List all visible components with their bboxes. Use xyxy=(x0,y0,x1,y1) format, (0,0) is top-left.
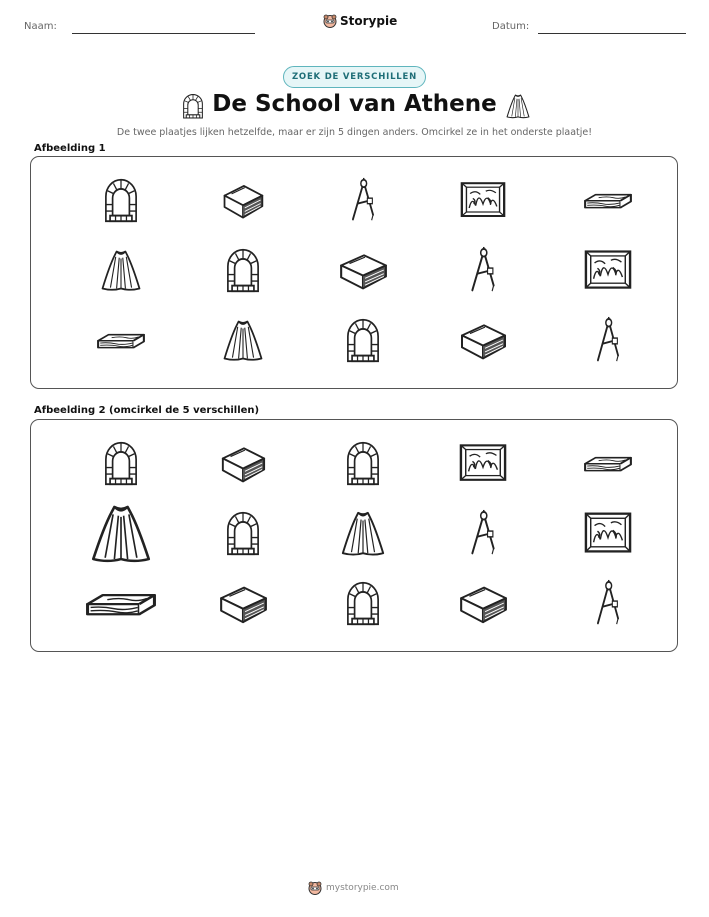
arch-icon[interactable] xyxy=(222,247,264,293)
picture1-panel xyxy=(30,156,678,389)
book-icon[interactable] xyxy=(458,317,508,363)
book-icon[interactable] xyxy=(219,440,267,486)
arch-icon[interactable] xyxy=(100,177,142,223)
arch-icon[interactable] xyxy=(342,440,384,486)
tablet-icon[interactable] xyxy=(582,444,634,482)
arch-icon[interactable] xyxy=(342,580,384,626)
arch-icon[interactable] xyxy=(222,510,264,556)
picture2-label: Afbeelding 2 (omcirkel de 5 verschillen) xyxy=(34,405,260,416)
painting-icon[interactable] xyxy=(460,180,506,220)
book-icon[interactable] xyxy=(217,579,269,627)
footer xyxy=(308,881,399,895)
name-line xyxy=(72,33,255,34)
picture2-panel xyxy=(30,419,678,652)
compass-icon[interactable] xyxy=(590,579,626,627)
date-label: Datum: xyxy=(492,21,530,32)
tablet-icon[interactable] xyxy=(582,181,634,219)
compass-icon[interactable] xyxy=(464,509,502,557)
compass-icon[interactable] xyxy=(464,246,502,294)
cape-icon xyxy=(505,92,531,120)
painting-icon[interactable] xyxy=(459,442,507,484)
arch-icon[interactable] xyxy=(342,317,384,363)
painting-icon[interactable] xyxy=(584,248,632,292)
arch-icon[interactable] xyxy=(100,440,142,486)
cape-icon[interactable] xyxy=(221,318,265,362)
compass-icon[interactable] xyxy=(345,177,381,223)
brand-logo xyxy=(323,14,397,28)
date-line xyxy=(538,33,686,34)
page-title: De School van Athene xyxy=(212,91,497,117)
picture1-label: Afbeelding 1 xyxy=(34,143,106,154)
cape-icon[interactable] xyxy=(88,502,154,564)
storypie-mascot-icon xyxy=(323,14,337,28)
cape-icon[interactable] xyxy=(99,248,143,292)
painting-icon[interactable] xyxy=(584,510,632,556)
activity-badge: ZOEK DE VERSCHILLEN xyxy=(283,66,426,88)
storypie-mascot-icon xyxy=(308,881,322,895)
cape-icon[interactable] xyxy=(339,509,387,557)
instructions: De twee plaatjes lijken hetzelfde, maar er zijn 5 dingen anders. Omcirkel ze in het onderste plaatje! xyxy=(116,127,593,138)
book-icon[interactable] xyxy=(337,247,389,293)
brand-name: Storypie xyxy=(340,14,398,28)
book-icon[interactable] xyxy=(221,178,265,222)
tablet-icon[interactable] xyxy=(95,321,147,359)
name-label: Naam: xyxy=(24,21,57,32)
tablet-icon[interactable] xyxy=(83,575,159,631)
footer-url: mystorypie.com xyxy=(326,883,399,893)
compass-icon[interactable] xyxy=(590,316,626,364)
book-icon[interactable] xyxy=(457,579,509,627)
